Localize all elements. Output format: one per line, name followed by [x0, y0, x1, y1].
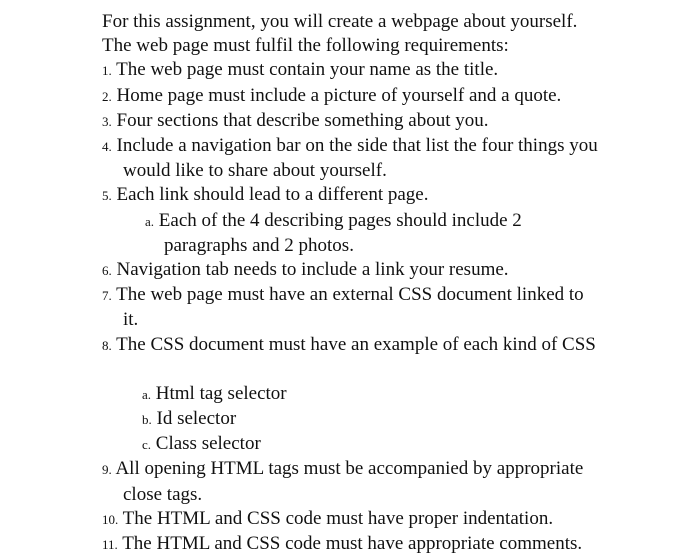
requirement-item	[102, 532, 682, 557]
item-text: All opening HTML tags must be accompanied by appropriate	[115, 458, 584, 480]
requirement-item	[102, 283, 682, 308]
sub-item-letter: a.	[145, 213, 155, 229]
item-number: 10.	[102, 511, 119, 527]
sub-item	[102, 382, 682, 407]
sub-item-text: Each of the 4 describing pages should include 2	[158, 209, 522, 231]
sub-item-text: Id selector	[156, 408, 237, 430]
item-text-continued: close tags.	[123, 483, 203, 505]
item-number: 11.	[102, 537, 118, 553]
item-number: 9.	[102, 462, 112, 478]
sub-item-text-continued: paragraphs and 2 photos.	[164, 234, 354, 256]
sub-item	[102, 209, 682, 234]
item-number: 2.	[102, 88, 112, 104]
intro-line: For this assignment, you will create a webpage about yourself.	[102, 11, 578, 32]
item-number: 4.	[102, 139, 112, 155]
item-text: The HTML and CSS code must have proper indentation.	[122, 507, 554, 529]
item-number: 5.	[102, 188, 112, 204]
requirement-item	[102, 58, 682, 83]
item-number: 7.	[102, 288, 112, 304]
sub-item-letter: a.	[142, 386, 152, 402]
intro-line: The web page must fulfil the following requirements:	[102, 35, 509, 57]
requirement-item	[102, 109, 682, 134]
item-text: Include a navigation bar on the side that list the four things you	[116, 135, 598, 157]
assignment-document	[102, 10, 682, 557]
item-text: The CSS document must have an example of each kind of CSS	[116, 333, 596, 355]
item-number: 8.	[102, 337, 112, 353]
item-number: 3.	[102, 113, 112, 129]
sub-item-text: Html tag selector	[155, 382, 287, 404]
sub-item-letter: b.	[142, 412, 152, 428]
sub-item	[102, 407, 682, 432]
item-text: Navigation tab needs to include a link your resume.	[116, 259, 509, 281]
sub-item-text: Class selector	[155, 433, 261, 455]
item-text-continued: it.	[123, 309, 139, 331]
sub-item-letter: c.	[142, 437, 152, 453]
sub-item	[102, 432, 682, 457]
item-text: Home page must include a picture of yourself and a quote.	[116, 84, 562, 106]
item-number: 6.	[102, 263, 112, 279]
item-text: Each link should lead to a different page.	[116, 184, 429, 206]
requirement-item	[102, 333, 682, 358]
requirement-item	[102, 84, 682, 109]
requirement-item	[102, 258, 682, 283]
requirement-item	[102, 507, 682, 532]
blank-line	[102, 358, 682, 382]
item-number: 1.	[102, 63, 112, 79]
item-text: Four sections that describe something about you.	[116, 109, 489, 131]
item-text: The web page must have an external CSS document linked to	[116, 284, 584, 306]
item-text: The web page must contain your name as the title.	[116, 59, 499, 81]
requirement-item	[102, 457, 682, 482]
requirement-item	[102, 183, 682, 208]
item-text-continued: would like to share about yourself.	[123, 160, 387, 182]
item-text: The HTML and CSS code must have appropriate comments.	[122, 533, 583, 555]
requirement-item	[102, 134, 682, 159]
